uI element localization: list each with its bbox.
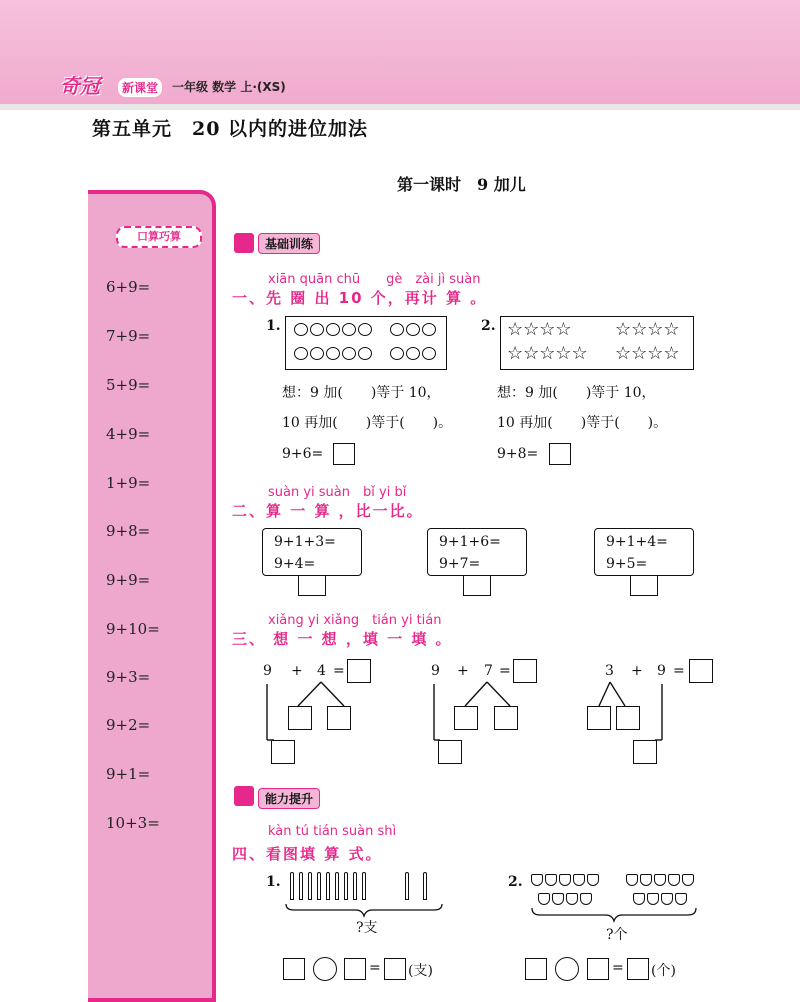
shuttlecock-icon bbox=[654, 874, 666, 886]
apple-icon bbox=[310, 323, 324, 336]
toothbrush-icon bbox=[308, 872, 312, 900]
sidebar-exercise: 9+8= bbox=[106, 522, 151, 540]
board-line-1: 9+1+3= bbox=[274, 534, 336, 550]
lesson-title: 第一课时 9 加儿 bbox=[397, 175, 526, 194]
shuttlecock-icon bbox=[559, 874, 571, 886]
q4-part1-total: ?支 bbox=[356, 920, 378, 936]
answer-box[interactable] bbox=[283, 958, 305, 980]
q1-part1-hint-2: 10 再加( )等于( )。 bbox=[282, 415, 453, 431]
shuttlecock-icon bbox=[580, 893, 592, 905]
apple-icon bbox=[326, 347, 340, 360]
answer-box[interactable] bbox=[288, 706, 312, 730]
shuttlecock-icon bbox=[675, 893, 687, 905]
apple-icon bbox=[422, 347, 436, 360]
q1-part1-equation: 9+6= bbox=[282, 446, 324, 462]
apple-icon bbox=[358, 347, 372, 360]
shuttlecock-icon bbox=[668, 874, 680, 886]
star-picture-box bbox=[500, 316, 694, 370]
sidebar-exercise: 7+9= bbox=[106, 327, 151, 345]
shuttlecock-icon bbox=[538, 893, 550, 905]
shuttlecock-icon bbox=[626, 874, 638, 886]
sidebar-exercise: 9+3= bbox=[106, 668, 151, 686]
q1-part2-equation: 9+8= bbox=[497, 446, 539, 462]
apple-picture-box bbox=[285, 316, 447, 370]
q4-part2-total: ?个 bbox=[606, 927, 628, 943]
shuttlecock-icon bbox=[647, 893, 659, 905]
q1-part1-number: 1. bbox=[266, 318, 281, 334]
header-divider bbox=[0, 104, 800, 110]
board-stand bbox=[630, 576, 658, 596]
shuttlecock-icon bbox=[545, 874, 557, 886]
apple-icon bbox=[294, 323, 308, 336]
advanced-tag: 能力提升 bbox=[258, 788, 320, 809]
addend-b: 7 bbox=[484, 663, 493, 679]
toothbrush-icon bbox=[353, 872, 357, 900]
sidebar-exercise: 4+9= bbox=[106, 425, 151, 443]
star-icon: ☆☆☆☆ bbox=[615, 343, 680, 364]
trophy-icon bbox=[234, 786, 254, 806]
sidebar-exercise: 6+9= bbox=[106, 278, 151, 296]
operator-circle[interactable] bbox=[313, 957, 337, 981]
sidebar-exercise: 9+2= bbox=[106, 716, 151, 734]
addend-a: 3 bbox=[605, 663, 614, 679]
equals-sign: = bbox=[673, 663, 685, 679]
sidebar-exercise: 5+9= bbox=[106, 376, 151, 394]
q1-heading: 一、先 圈 出 10 个，再计 算 。 bbox=[232, 289, 488, 307]
apple-icon bbox=[422, 323, 436, 336]
total-brace bbox=[530, 906, 698, 924]
addend-a: 9 bbox=[431, 663, 440, 679]
brand-subtitle: 新课堂 bbox=[118, 78, 162, 97]
operator-circle[interactable] bbox=[555, 957, 579, 981]
plus-sign: + bbox=[291, 663, 303, 679]
answer-box[interactable] bbox=[327, 706, 351, 730]
book-icon bbox=[234, 233, 254, 253]
answer-box[interactable] bbox=[616, 706, 640, 730]
unit-title: 第五单元 20 以内的进位加法 bbox=[92, 118, 369, 140]
star-icon: ☆☆☆☆ bbox=[507, 319, 572, 340]
unit-label: (个) bbox=[651, 963, 676, 979]
q2-heading: 二、算 一 算 ，比一比。 bbox=[232, 502, 424, 520]
apple-icon bbox=[406, 347, 420, 360]
shuttlecock-icon bbox=[682, 874, 694, 886]
answer-box[interactable] bbox=[438, 740, 462, 764]
sidebar-exercise: 9+10= bbox=[106, 620, 160, 638]
sidebar-exercise: 9+1= bbox=[106, 765, 151, 783]
q1-part2-number: 2. bbox=[481, 318, 496, 334]
q1-part1-hint-1: 想：9 加( )等于 10， bbox=[282, 385, 441, 401]
equals-sign: = bbox=[499, 663, 511, 679]
star-icon: ☆☆☆☆ bbox=[615, 319, 680, 340]
q4-pinyin: kàn tú tián suàn shì bbox=[268, 824, 397, 839]
toothbrush-icon bbox=[290, 872, 294, 900]
toothbrush-icon bbox=[317, 872, 321, 900]
q1-part2-hint-1: 想：9 加( )等于 10， bbox=[497, 385, 656, 401]
shuttlecock-icon bbox=[573, 874, 585, 886]
q4-heading: 四、看图填 算 式。 bbox=[232, 845, 383, 863]
apple-icon bbox=[326, 323, 340, 336]
answer-box[interactable] bbox=[454, 706, 478, 730]
shuttlecock-icon bbox=[552, 893, 564, 905]
board-line-2: 9+5= bbox=[606, 556, 648, 572]
toothbrush-icon bbox=[362, 872, 366, 900]
shuttlecock-icon bbox=[566, 893, 578, 905]
answer-box[interactable] bbox=[344, 958, 366, 980]
apple-icon bbox=[342, 347, 356, 360]
book-grade-label: 一年级 数学 上·(XS) bbox=[172, 80, 286, 94]
answer-box[interactable] bbox=[587, 958, 609, 980]
total-brace bbox=[284, 902, 444, 918]
apple-icon bbox=[358, 323, 372, 336]
apple-icon bbox=[390, 347, 404, 360]
board-line-2: 9+4= bbox=[274, 556, 316, 572]
board-stand bbox=[298, 576, 326, 596]
toothbrush-icon bbox=[335, 872, 339, 900]
plus-sign: + bbox=[631, 663, 643, 679]
q3-pinyin: xiǎng yi xiǎng tián yi tián bbox=[268, 613, 442, 628]
shuttlecock-icon bbox=[531, 874, 543, 886]
shuttlecock-icon bbox=[587, 874, 599, 886]
answer-box[interactable] bbox=[333, 443, 355, 465]
addend-b: 4 bbox=[317, 663, 326, 679]
sidebar-exercise: 10+3= bbox=[106, 814, 160, 832]
shuttlecock-icon bbox=[661, 893, 673, 905]
answer-box[interactable] bbox=[627, 958, 649, 980]
q1-pinyin: xiān quān chū gè zài jì suàn bbox=[268, 272, 481, 287]
apple-icon bbox=[342, 323, 356, 336]
shuttlecock-icon bbox=[633, 893, 645, 905]
equals-sign: = bbox=[333, 663, 345, 679]
sidebar-exercise: 1+9= bbox=[106, 474, 151, 492]
answer-box[interactable] bbox=[271, 740, 295, 764]
answer-box[interactable] bbox=[384, 958, 406, 980]
star-icon: ☆☆☆☆☆ bbox=[507, 343, 588, 364]
toothbrush-icon bbox=[299, 872, 303, 900]
answer-box[interactable] bbox=[549, 443, 571, 465]
mental-math-sidebar bbox=[88, 190, 216, 1002]
toothbrush-icon bbox=[326, 872, 330, 900]
board-line-2: 9+7= bbox=[439, 556, 481, 572]
toothbrush-icon bbox=[344, 872, 348, 900]
toothbrush-icon bbox=[405, 872, 409, 900]
answer-box[interactable] bbox=[587, 706, 611, 730]
unit-label: (支) bbox=[408, 963, 433, 979]
answer-box[interactable] bbox=[525, 958, 547, 980]
sidebar-badge: 口算巧算 bbox=[116, 226, 202, 248]
answer-box[interactable] bbox=[689, 659, 713, 683]
board-line-1: 9+1+6= bbox=[439, 534, 501, 550]
q4-part2-number: 2. bbox=[508, 874, 523, 890]
sidebar-exercise: 9+9= bbox=[106, 571, 151, 589]
plus-sign: + bbox=[457, 663, 469, 679]
apple-icon bbox=[406, 323, 420, 336]
q1-part2-hint-2: 10 再加( )等于( )。 bbox=[497, 415, 668, 431]
board-stand bbox=[463, 576, 491, 596]
answer-box[interactable] bbox=[494, 706, 518, 730]
apple-icon bbox=[310, 347, 324, 360]
board-line-1: 9+1+4= bbox=[606, 534, 668, 550]
q4-part1-number: 1. bbox=[266, 874, 281, 890]
answer-box[interactable] bbox=[633, 740, 657, 764]
apple-icon bbox=[294, 347, 308, 360]
q3-heading: 三、 想 一 想 ，填 一 填 。 bbox=[232, 630, 453, 648]
addend-b: 9 bbox=[657, 663, 666, 679]
q2-pinyin: suàn yi suàn bǐ yi bǐ bbox=[268, 485, 407, 500]
apple-icon bbox=[390, 323, 404, 336]
toothbrush-icon bbox=[423, 872, 427, 900]
equals-sign: = bbox=[369, 960, 381, 976]
brand-logo: 奇冠 bbox=[60, 74, 100, 98]
shuttlecock-icon bbox=[640, 874, 652, 886]
basic-training-tag: 基础训练 bbox=[258, 233, 320, 254]
addend-a: 9 bbox=[263, 663, 272, 679]
equals-sign: = bbox=[612, 960, 624, 976]
